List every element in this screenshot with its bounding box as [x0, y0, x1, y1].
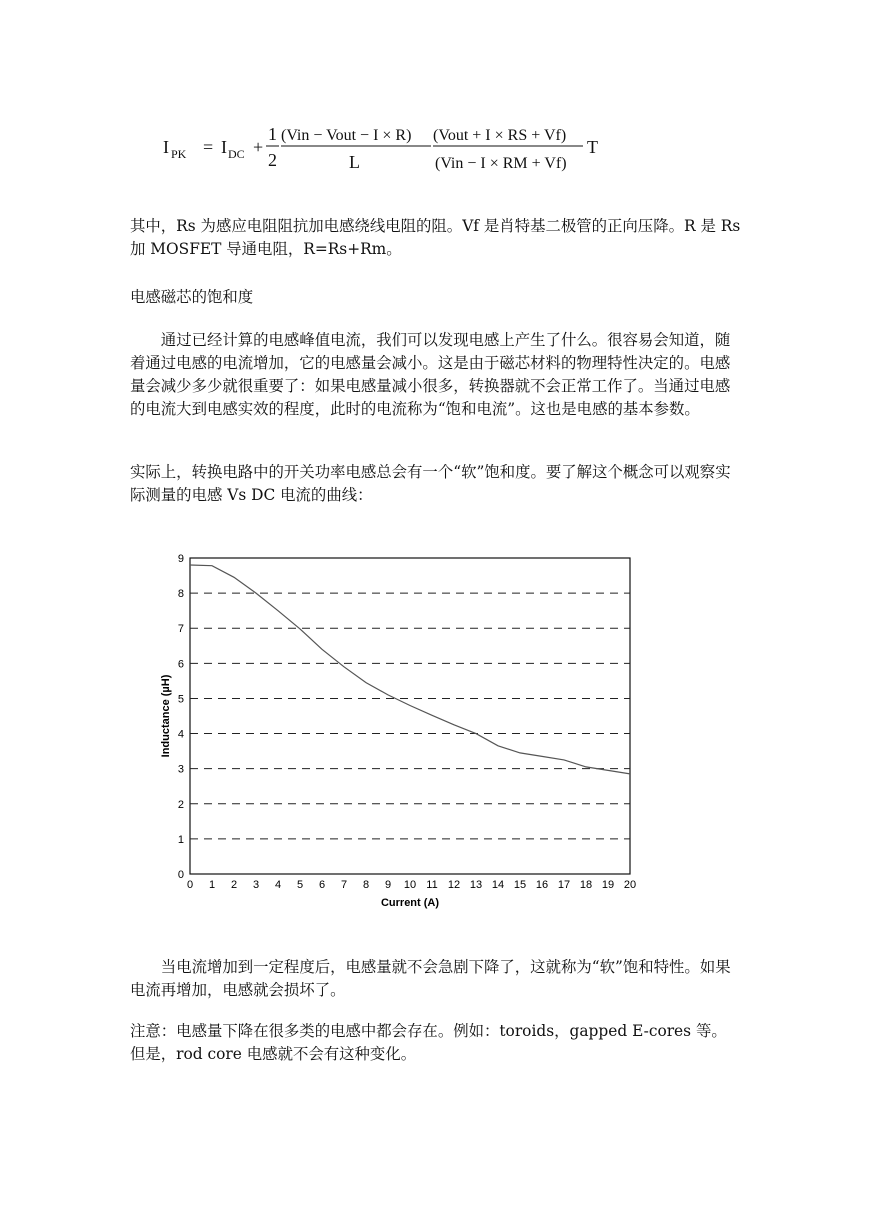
y-axis-label: Inductance (µH): [160, 674, 172, 758]
x-tick-label: 5: [296, 879, 304, 891]
y-tick-label: 8: [177, 588, 184, 601]
formula-frac1-num: (Vin − Vout − I × R): [281, 127, 412, 144]
formula-plus: +: [253, 137, 264, 157]
y-tick-label: 9: [177, 553, 184, 565]
formula-lhs: I: [163, 137, 169, 157]
chart-svg: [150, 540, 650, 920]
y-tick-label: 3: [177, 763, 184, 776]
plot-frame: [190, 558, 630, 874]
y-tick-label: 4: [177, 728, 184, 741]
paragraph-note: 注意：电感量下降在很多类的电感中都会存在。例如：toroids，gapped E-cores 等。但是，rod core 电感就不会有这种变化。: [130, 1022, 727, 1063]
formula-frac2-den: (Vin − I × RM + Vf): [435, 155, 567, 172]
y-tick-label: 0: [177, 869, 184, 881]
y-tick-label: 5: [177, 693, 184, 706]
formula-tail: T: [587, 137, 598, 157]
x-tick-label: 11: [426, 879, 438, 891]
x-tick-label: 10: [403, 879, 417, 891]
x-tick-label: 17: [557, 879, 571, 891]
x-tick-label: 14: [491, 879, 505, 891]
x-tick-label: 4: [274, 879, 282, 891]
x-axis-label: Current (A): [380, 897, 440, 909]
x-tick-label: 15: [513, 879, 527, 891]
paragraph-rs-definition: 其中，Rs 为感应电阻阻抗加电感绕线电阻的阻。Vf 是肖特基二极管的正向压降。R 是 Rs 加 MOSFET 导通电阻，R=Rs+Rm。: [130, 217, 741, 258]
y-tick-label: 7: [177, 623, 184, 636]
x-tick-label: 0: [186, 879, 194, 891]
x-tick-label: 12: [447, 879, 461, 891]
x-tick-label: 3: [252, 879, 260, 891]
x-tick-label: 7: [340, 879, 348, 891]
formula-frac1-den: L: [349, 152, 360, 172]
formula-half-den: 2: [268, 150, 277, 170]
y-tick-label: 1: [177, 833, 184, 846]
inductance-vs-current-chart: [150, 540, 650, 920]
x-tick-label: 19: [601, 879, 615, 891]
x-tick-label: 2: [230, 879, 238, 891]
paragraph-soft-saturation-explain: 当电流增加到一定程度后，电感量就不会急剧下降了，这就称为“软”饱和特性。如果电流再增加，电感就会损坏了。: [130, 958, 731, 999]
formula-half-num: 1: [268, 124, 277, 144]
series-line: [190, 565, 630, 774]
y-tick-label: 6: [177, 658, 184, 671]
formula-lhs-sub: PK: [171, 147, 187, 161]
paragraph-soft-saturation: 实际上，转换电路中的开关功率电感总会有一个“软”饱和度。要了解这个概念可以观察实际测量的电感 Vs DC 电流的曲线：: [130, 463, 731, 504]
x-tick-label: 9: [384, 879, 392, 891]
formula-svg: [163, 110, 623, 180]
formula-equals: =: [203, 137, 214, 157]
x-tick-label: 13: [469, 879, 483, 891]
x-tick-label: 8: [362, 879, 370, 891]
x-tick-label: 18: [579, 879, 593, 891]
x-tick-label: 1: [208, 879, 216, 891]
y-tick-label: 2: [177, 798, 184, 811]
x-tick-label: 20: [623, 879, 637, 891]
peak-current-formula: [163, 110, 623, 180]
section-heading: 电感磁芯的饱和度: [130, 288, 254, 306]
paragraph-saturation: 通过已经计算的电感峰值电流，我们可以发现电感上产生了什么。很容易会知道，随着通过电感的电流增加，它的电感量会减小。这是由于磁芯材料的物理特性决定的。电感量会减少多少就很重要了：如果电感量减小很多，转换器就不会正常工作了。当通过电感的电流大到电感实效的程度，此时的电流称为“饱和电流”。这也是电感的基本参数。: [130, 331, 731, 418]
x-tick-label: 6: [318, 879, 326, 891]
formula-idc-sub: DC: [228, 147, 245, 161]
x-tick-label: 16: [535, 879, 549, 891]
formula-frac2-num: (Vout + I × RS + Vf): [433, 127, 567, 144]
formula-idc: I: [221, 137, 227, 157]
